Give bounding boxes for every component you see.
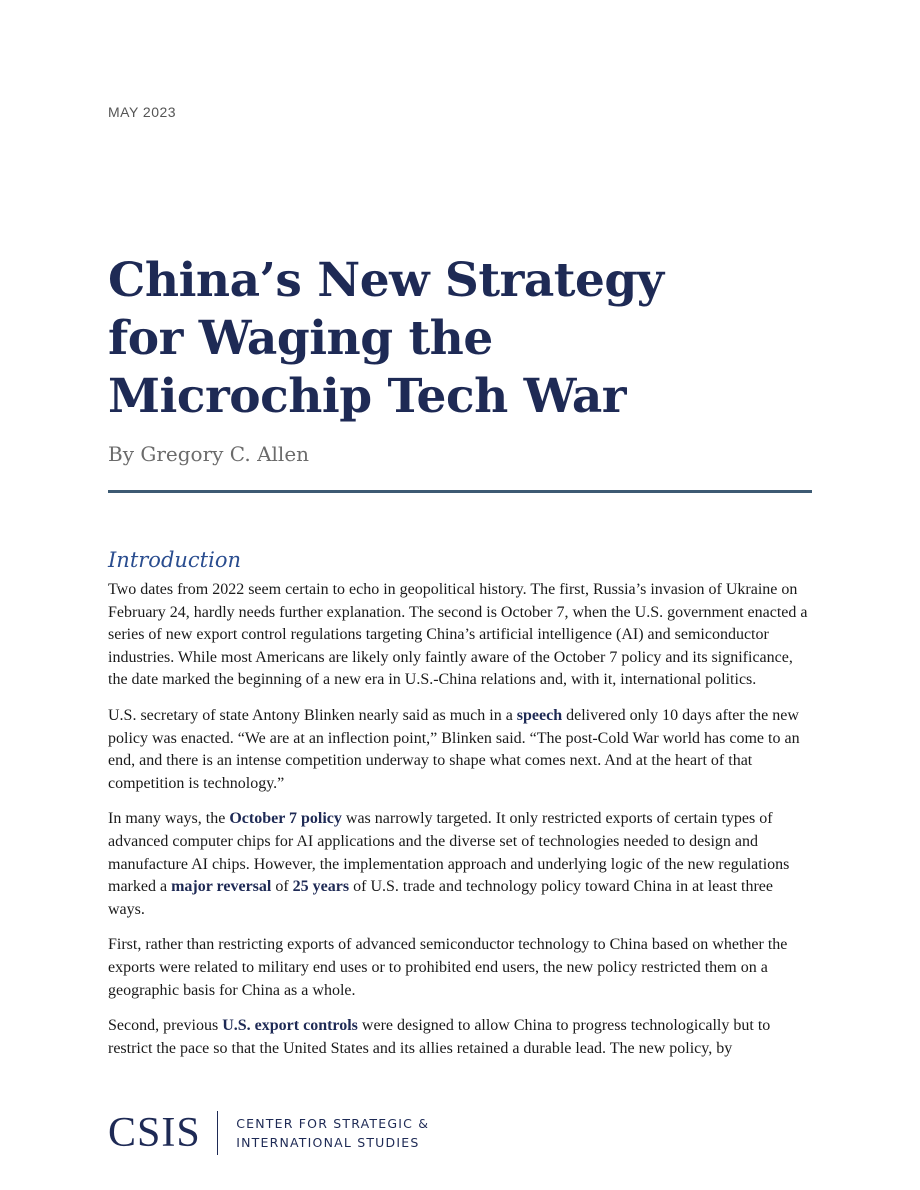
section-heading-introduction: Introduction <box>108 548 241 572</box>
logo-divider <box>217 1111 219 1155</box>
organization-name <box>236 1114 429 1152</box>
paragraph-2-text-a: U.S. secretary of state Antony Blinken nearly said as much in a <box>108 706 517 724</box>
org-name-line-2: INTERNATIONAL STUDIES <box>236 1135 420 1150</box>
paragraph-3-text-d: of U.S. trade and technology policy toward China in at least three ways. <box>108 878 773 918</box>
paragraph-3-text-c: of <box>271 878 293 896</box>
paragraph-1: Two dates from 2022 seem certain to echo in geopolitical history. The first, Russia’s invasion of Ukraine on February 24, hardly needs further explanation. The second is October 7, when the U.S. government enacted a series of new export control regulations targeting China’s artificial intelligence (AI) and semiconductor industries. While most Americans are likely only faintly aware of the October 7 policy and its significance, the date marked the beginning of a new era in U.S.-China relations and, with it, international politics. <box>108 581 808 689</box>
major-reversal-link[interactable]: major reversal <box>171 878 272 896</box>
paragraph-5 <box>108 1015 812 1060</box>
paragraph-3-text-b: was narrowly targeted. It only restricted exports of certain types of advanced computer chips for AI applications and the diverse set of technologies needed to design and manufacture AI chips. However, the implementation approach and underlying logic of the new regulations marked a <box>108 810 790 896</box>
speech-link[interactable]: speech <box>516 706 563 724</box>
paragraph-3-text-a: In many ways, the <box>108 810 230 828</box>
title-divider <box>108 490 812 493</box>
paragraph-5-text-b: were designed to allow China to progress technologically but to restrict the pace so that the United States and its allies retained a durable lead. The new policy, by <box>108 1017 771 1057</box>
article-title: China’s New Strategy for Waging the Microchip Tech War <box>108 253 664 424</box>
paragraph-5-text-a: Second, previous <box>108 1017 223 1035</box>
us-export-controls-link[interactable]: U.S. export controls <box>222 1017 358 1035</box>
article-body <box>108 545 812 1073</box>
paragraph-4: First, rather than restricting exports of advanced semiconductor technology to China based on whether the exports were related to military end uses or to prohibited end users, the new policy restricted them on a geographic basis for China as a whole. <box>108 936 788 999</box>
paragraph-3 <box>108 808 812 921</box>
paragraph-2-text-b: delivered only 10 days after the new policy was enacted. “We are at an inflection point,” Blinken said. “The post-Cold War world has come to an end, and there is an intense competition underway to shape what comes next. And at the heart of that competition is technology.” <box>108 706 800 792</box>
footer-branding <box>108 1110 429 1156</box>
publication-date: MAY 2023 <box>108 104 177 120</box>
org-name-line-1: CENTER FOR STRATEGIC & <box>236 1116 430 1131</box>
author-byline: By Gregory C. Allen <box>108 442 310 466</box>
paragraph-2 <box>108 705 812 795</box>
october-7-policy-link[interactable]: October 7 policy <box>229 810 342 828</box>
25-years-link[interactable]: 25 years <box>292 878 350 896</box>
csis-logo: CSIS <box>108 1110 201 1156</box>
